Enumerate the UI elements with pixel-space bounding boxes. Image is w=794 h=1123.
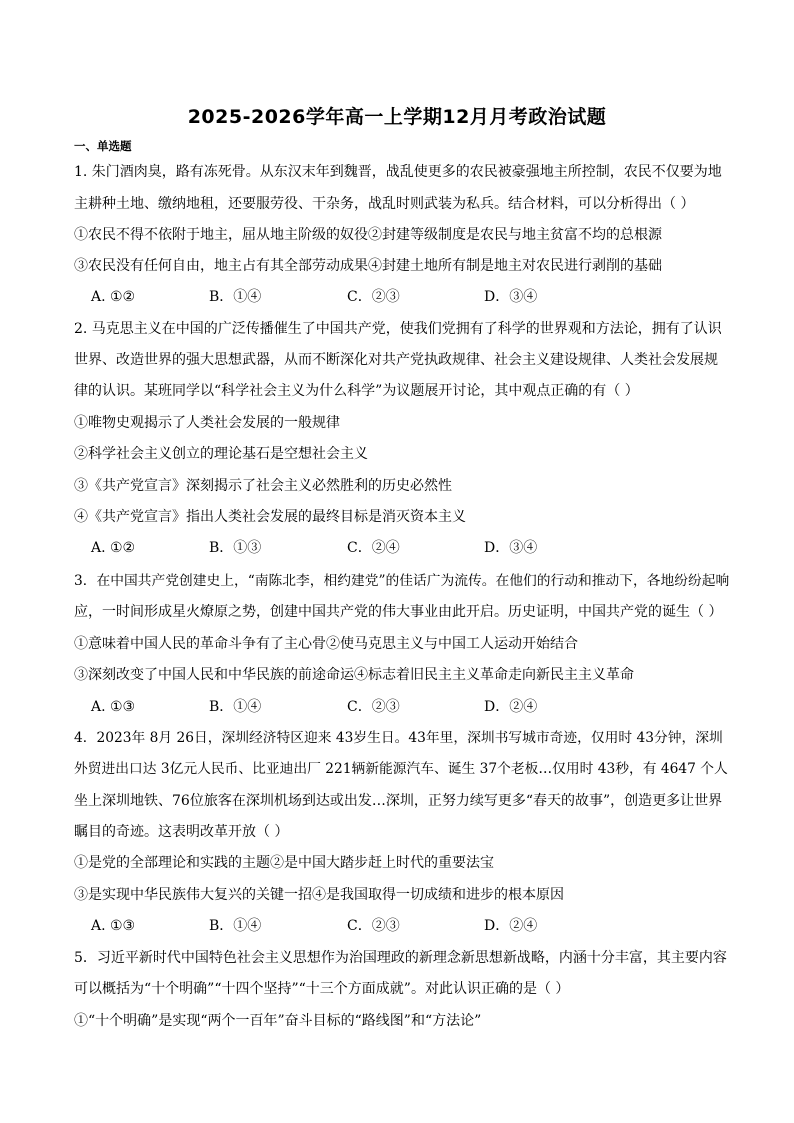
option-d: D．③④ <box>484 289 538 305</box>
question-5-line-1: 5．习近平新时代中国特色社会主义思想作为治国理政的新理念新思想新战略，内涵十分丰富，其主要内容 <box>74 950 727 966</box>
question-2-line-6: ③《共产党宣言》深刻揭示了社会主义必然胜利的历史必然性 <box>74 478 452 494</box>
option-c: C．②③ <box>347 289 400 305</box>
question-2-line-3: 律的认识。某班同学以“科学社会主义为什么科学”为议题展开讨论，其中观点正确的有（ ） <box>74 383 639 399</box>
option-d: D．②④ <box>484 699 538 715</box>
question-3-line-3: ①意味着中国人民的革命斗争有了主心骨②使马克思主义与中国工人运动开始结合 <box>74 636 578 652</box>
question-5-line-3: ①“十个明确”是实现“两个一百年”奋斗目标的“路线图”和“方法论” <box>74 1013 482 1029</box>
option-c: C．②③ <box>347 918 400 934</box>
question-4-line-4: 瞩目的奇迹。这表明改革开放（ ） <box>74 824 289 840</box>
option-a: A. ①③ <box>91 699 136 715</box>
option-b: B．①④ <box>209 289 262 305</box>
option-b: B．①③ <box>209 540 262 556</box>
option-a: A. ①③ <box>91 918 136 934</box>
question-2-line-1: 2. 马克思主义在中国的广泛传播催生了中国共产党，使我们党拥有了科学的世界观和方法论，拥有了认识 <box>74 321 722 337</box>
question-3-line-1: 3．在中国共产党创建史上，“南陈北李，相约建党”的佳话广为流传。在他们的行动和推动下，各地纷纷起响 <box>74 573 730 589</box>
question-4-line-3: 坐上深圳地铁、76位旅客在深圳机场到达或出发…深圳，正努力续写更多“春天的故事”，创造更多让世界 <box>74 793 723 809</box>
question-4-line-5: ①是党的全部理论和实践的主题②是中国大踏步赶上时代的重要法宝 <box>74 855 494 871</box>
question-2-line-7: ④《共产党宣言》指出人类社会发展的最终目标是消灭资本主义 <box>74 509 466 525</box>
option-a: A. ①② <box>91 540 136 556</box>
question-1-line-4: ③农民没有任何自由，地主占有其全部劳动成果④封建土地所有制是地主对农民进行剥削的基础 <box>74 258 662 274</box>
option-b: B．①④ <box>209 699 262 715</box>
option-d: D．②④ <box>484 918 538 934</box>
question-2-line-2: 世界、改造世界的强大思想武器，从而不断深化对共产党执政规律、社会主义建设规律、人类社会发展规 <box>74 352 718 368</box>
question-4-line-2: 外贸进出口达 3亿元人民币、比亚迪出厂 221辆新能源汽车、诞生 37个老板…仅用时 43秒，有 4647 个人 <box>74 761 728 777</box>
question-5-line-2: 可以概括为“十个明确”“十四个坚持”“十三个方面成就”。对此认识正确的是（ ） <box>74 981 570 997</box>
question-1-line-2: 主耕种土地、缴纳地租，还要服劳役、干杂务，战乱时则武装为私兵。结合材料，可以分析得出（ ） <box>74 196 695 212</box>
question-1-line-1: 1. 朱门酒肉臭，路有冻死骨。从东汉末年到魏晋，战乱使更多的农民被豪强地主所控制，农民不仅要为地 <box>74 164 722 180</box>
section-heading: 一、单选题 <box>74 139 132 153</box>
question-4-line-1: 4．2023年 8月 26日，深圳经济特区迎来 43岁生日。43年里，深圳书写城市奇迹，仅用时 43分钟，深圳 <box>74 730 723 746</box>
question-3-line-4: ③深刻改变了中国人民和中华民族的前途命运④标志着旧民主主义革命走向新民主主义革命 <box>74 667 634 683</box>
option-c: C．②④ <box>347 540 400 556</box>
page-title: 2025-2026学年高一上学期12月月考政治试题 <box>187 106 607 128</box>
option-c: C．②③ <box>347 699 400 715</box>
option-d: D．③④ <box>484 540 538 556</box>
question-2-line-4: ①唯物史观揭示了人类社会发展的一般规律 <box>74 415 340 431</box>
question-4-line-6: ③是实现中华民族伟大复兴的关键一招④是我国取得一切成绩和进步的根本原因 <box>74 887 564 903</box>
question-2-line-5: ②科学社会主义创立的理论基石是空想社会主义 <box>74 446 368 462</box>
option-b: B．①④ <box>209 918 262 934</box>
question-1-line-3: ①农民不得不依附于地主，屈从地主阶级的奴役②封建等级制度是农民与地主贫富不均的总根源 <box>74 227 662 243</box>
option-a: A. ①② <box>91 289 136 305</box>
question-3-line-2: 应，一时间形成星火燎原之势，创建中国共产党的伟大事业由此开启。历史证明，中国共产党的诞生（ ） <box>74 604 723 620</box>
